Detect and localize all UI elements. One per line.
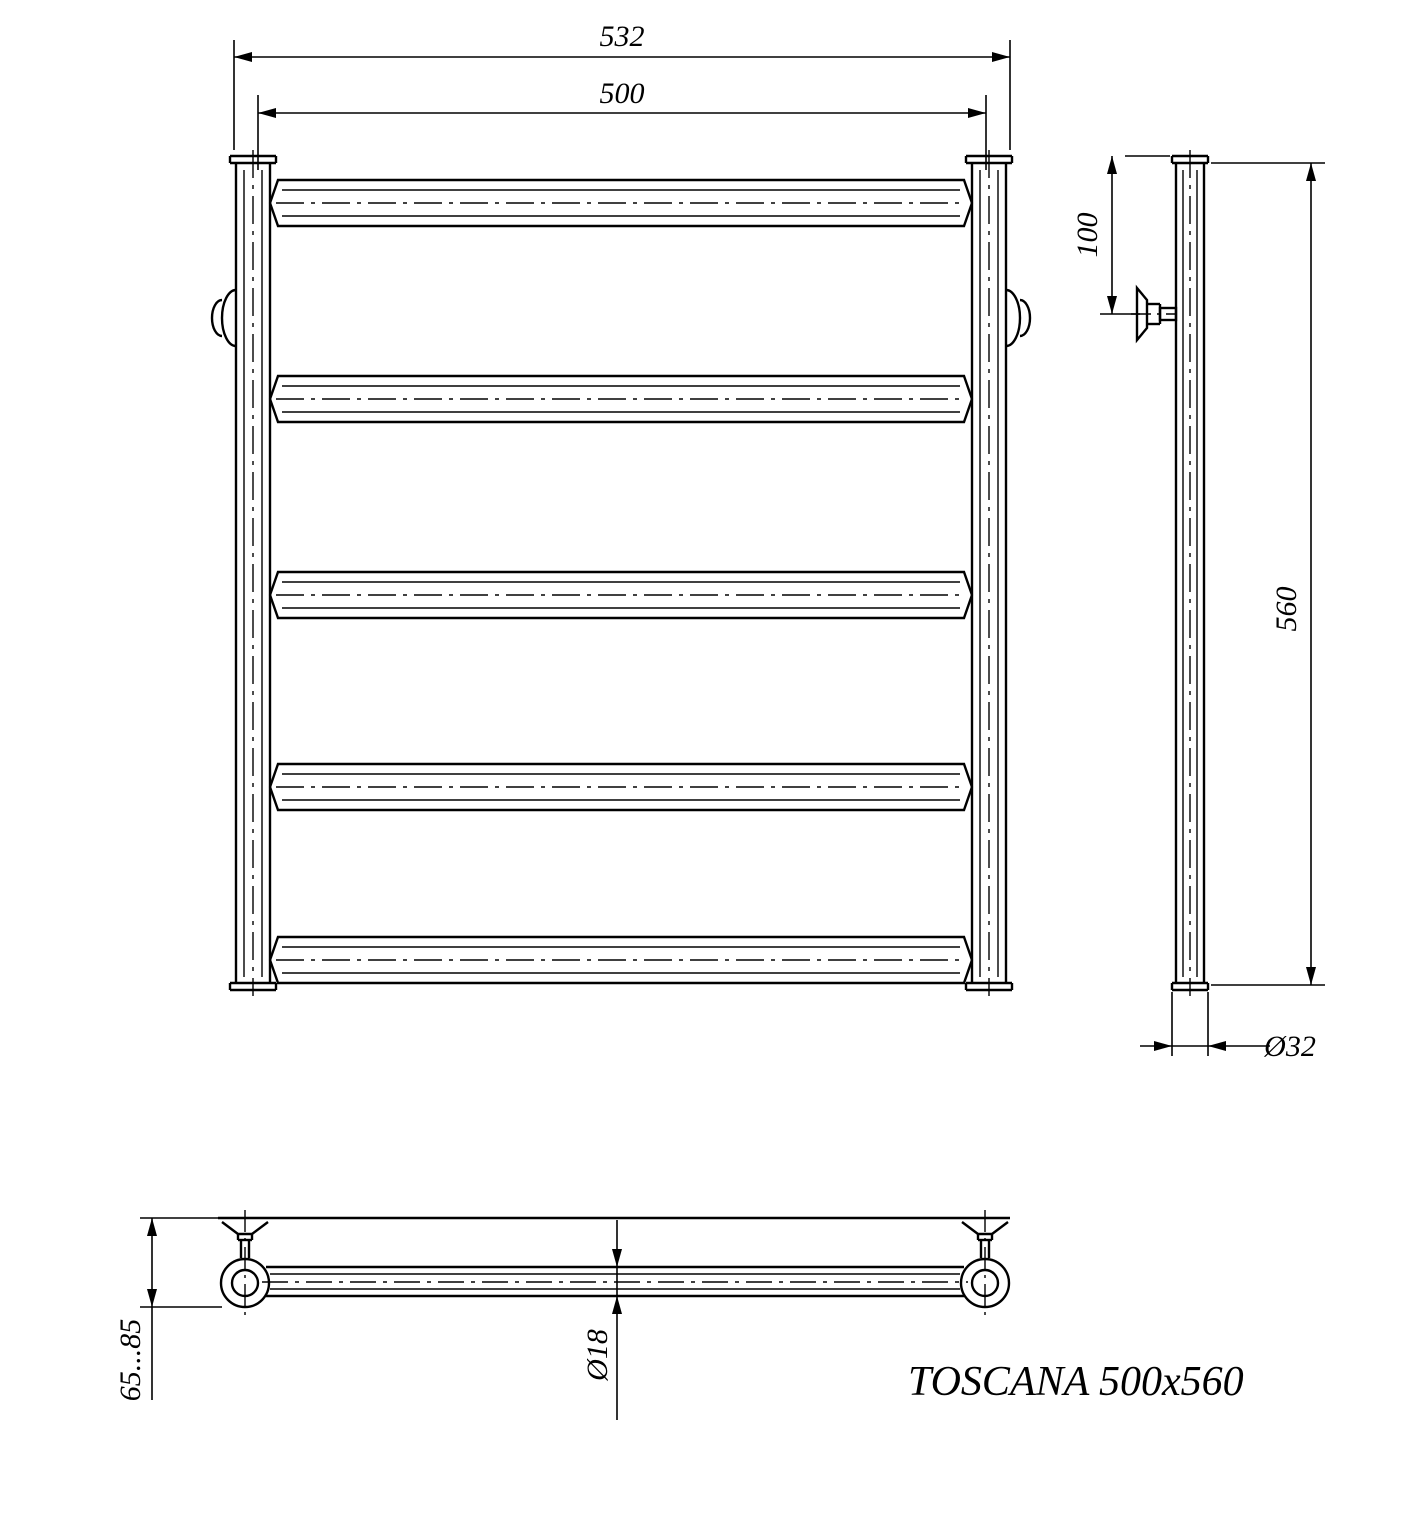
dim-532-line [234,52,1010,62]
top-view-left-mount [221,1210,269,1315]
rail-2 [270,376,972,422]
front-view [212,40,1030,996]
right-post [966,150,1030,996]
dim-100-label: 100 [1071,212,1104,258]
dim-532-label: 532 [599,20,645,53]
dim-6585-line [140,1218,222,1400]
dim-500-label: 500 [599,77,645,110]
top-view-right-mount [961,1210,1009,1315]
dim-6585-label: 65...85 [114,1318,147,1402]
top-view [140,1210,1010,1420]
drawing-title: TOSCANA 500x560 [908,1359,1244,1405]
dim-560-label: 560 [1270,586,1303,632]
dim-d32-line [1140,992,1270,1056]
rail-4 [270,764,972,810]
dim-d18-label: Ø18 [581,1329,614,1381]
dim-d18-line [612,1220,622,1420]
rail-1 [270,180,972,226]
dim-560-line [1211,163,1325,985]
left-post [212,150,276,996]
dim-d32-label: Ø32 [1264,1030,1316,1063]
rail-3 [270,572,972,618]
dim-100-line [1100,156,1170,314]
rail-5 [270,937,972,983]
